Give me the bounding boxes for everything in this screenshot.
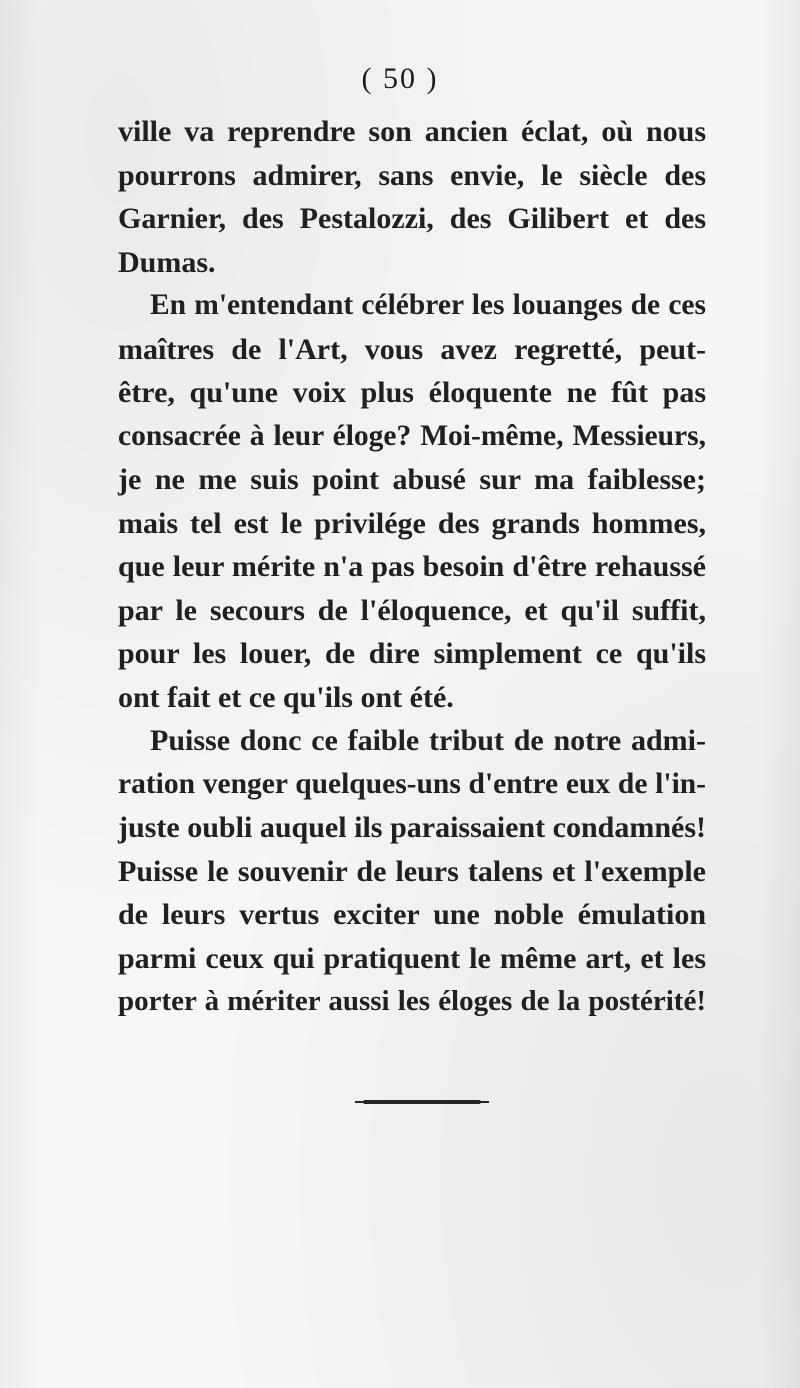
text-line: parmi ceux qui pratiquent le même art, et les — [118, 941, 706, 975]
text-line: ration venger quelques-uns d'entre eux de l'in- — [118, 767, 706, 800]
text-line: de leurs vertus exciter une noble émulation — [118, 898, 706, 931]
text-line: Puisse le souvenir de leurs talens et l'exemple — [118, 854, 706, 888]
text-line: maîtres de l'Art, vous avez regretté, peut- — [118, 332, 706, 366]
body-text — [118, 110, 706, 1024]
text-line: par le secours de l'éloquence, et qu'il suffit, — [118, 593, 706, 627]
text-line: mais tel est le privilége des grands hommes, — [118, 506, 706, 540]
text-line: Garnier, des Pestalozzi, des Gilibert et des — [118, 202, 706, 235]
text-line: pour les louer, de dire simplement ce qu'ils — [118, 637, 706, 670]
text-line: ville va reprendre son ancien éclat, où nous — [118, 115, 706, 148]
text-line: que leur mérite n'a pas besoin d'être rehaussé — [118, 550, 706, 583]
text-line: consacrée à leur éloge? Moi-même, Messieurs, — [118, 419, 706, 452]
text-line: pourrons admirer, sans envie, le siècle des — [118, 158, 706, 192]
text-line: ont fait et ce qu'ils ont été. — [118, 680, 454, 714]
text-line: Dumas. — [118, 245, 216, 279]
text-line: En m'entendant célébrer les louanges de ces — [150, 289, 706, 321]
text-line: Puisse donc ce faible tribut de notre admi- — [150, 724, 706, 757]
text-line: être, qu'une voix plus éloquente ne fût pas — [118, 376, 706, 409]
text-line: porter à mériter aussi les éloges de la postérité! — [118, 985, 706, 1017]
text-line: juste oubli auquel ils paraissaient condamnés! — [118, 811, 706, 844]
closing-rule-ornament — [363, 1100, 481, 1104]
text-line: je ne me suis point abusé sur ma faiblesse; — [118, 463, 706, 496]
page-number: ( 50 ) — [361, 62, 439, 95]
